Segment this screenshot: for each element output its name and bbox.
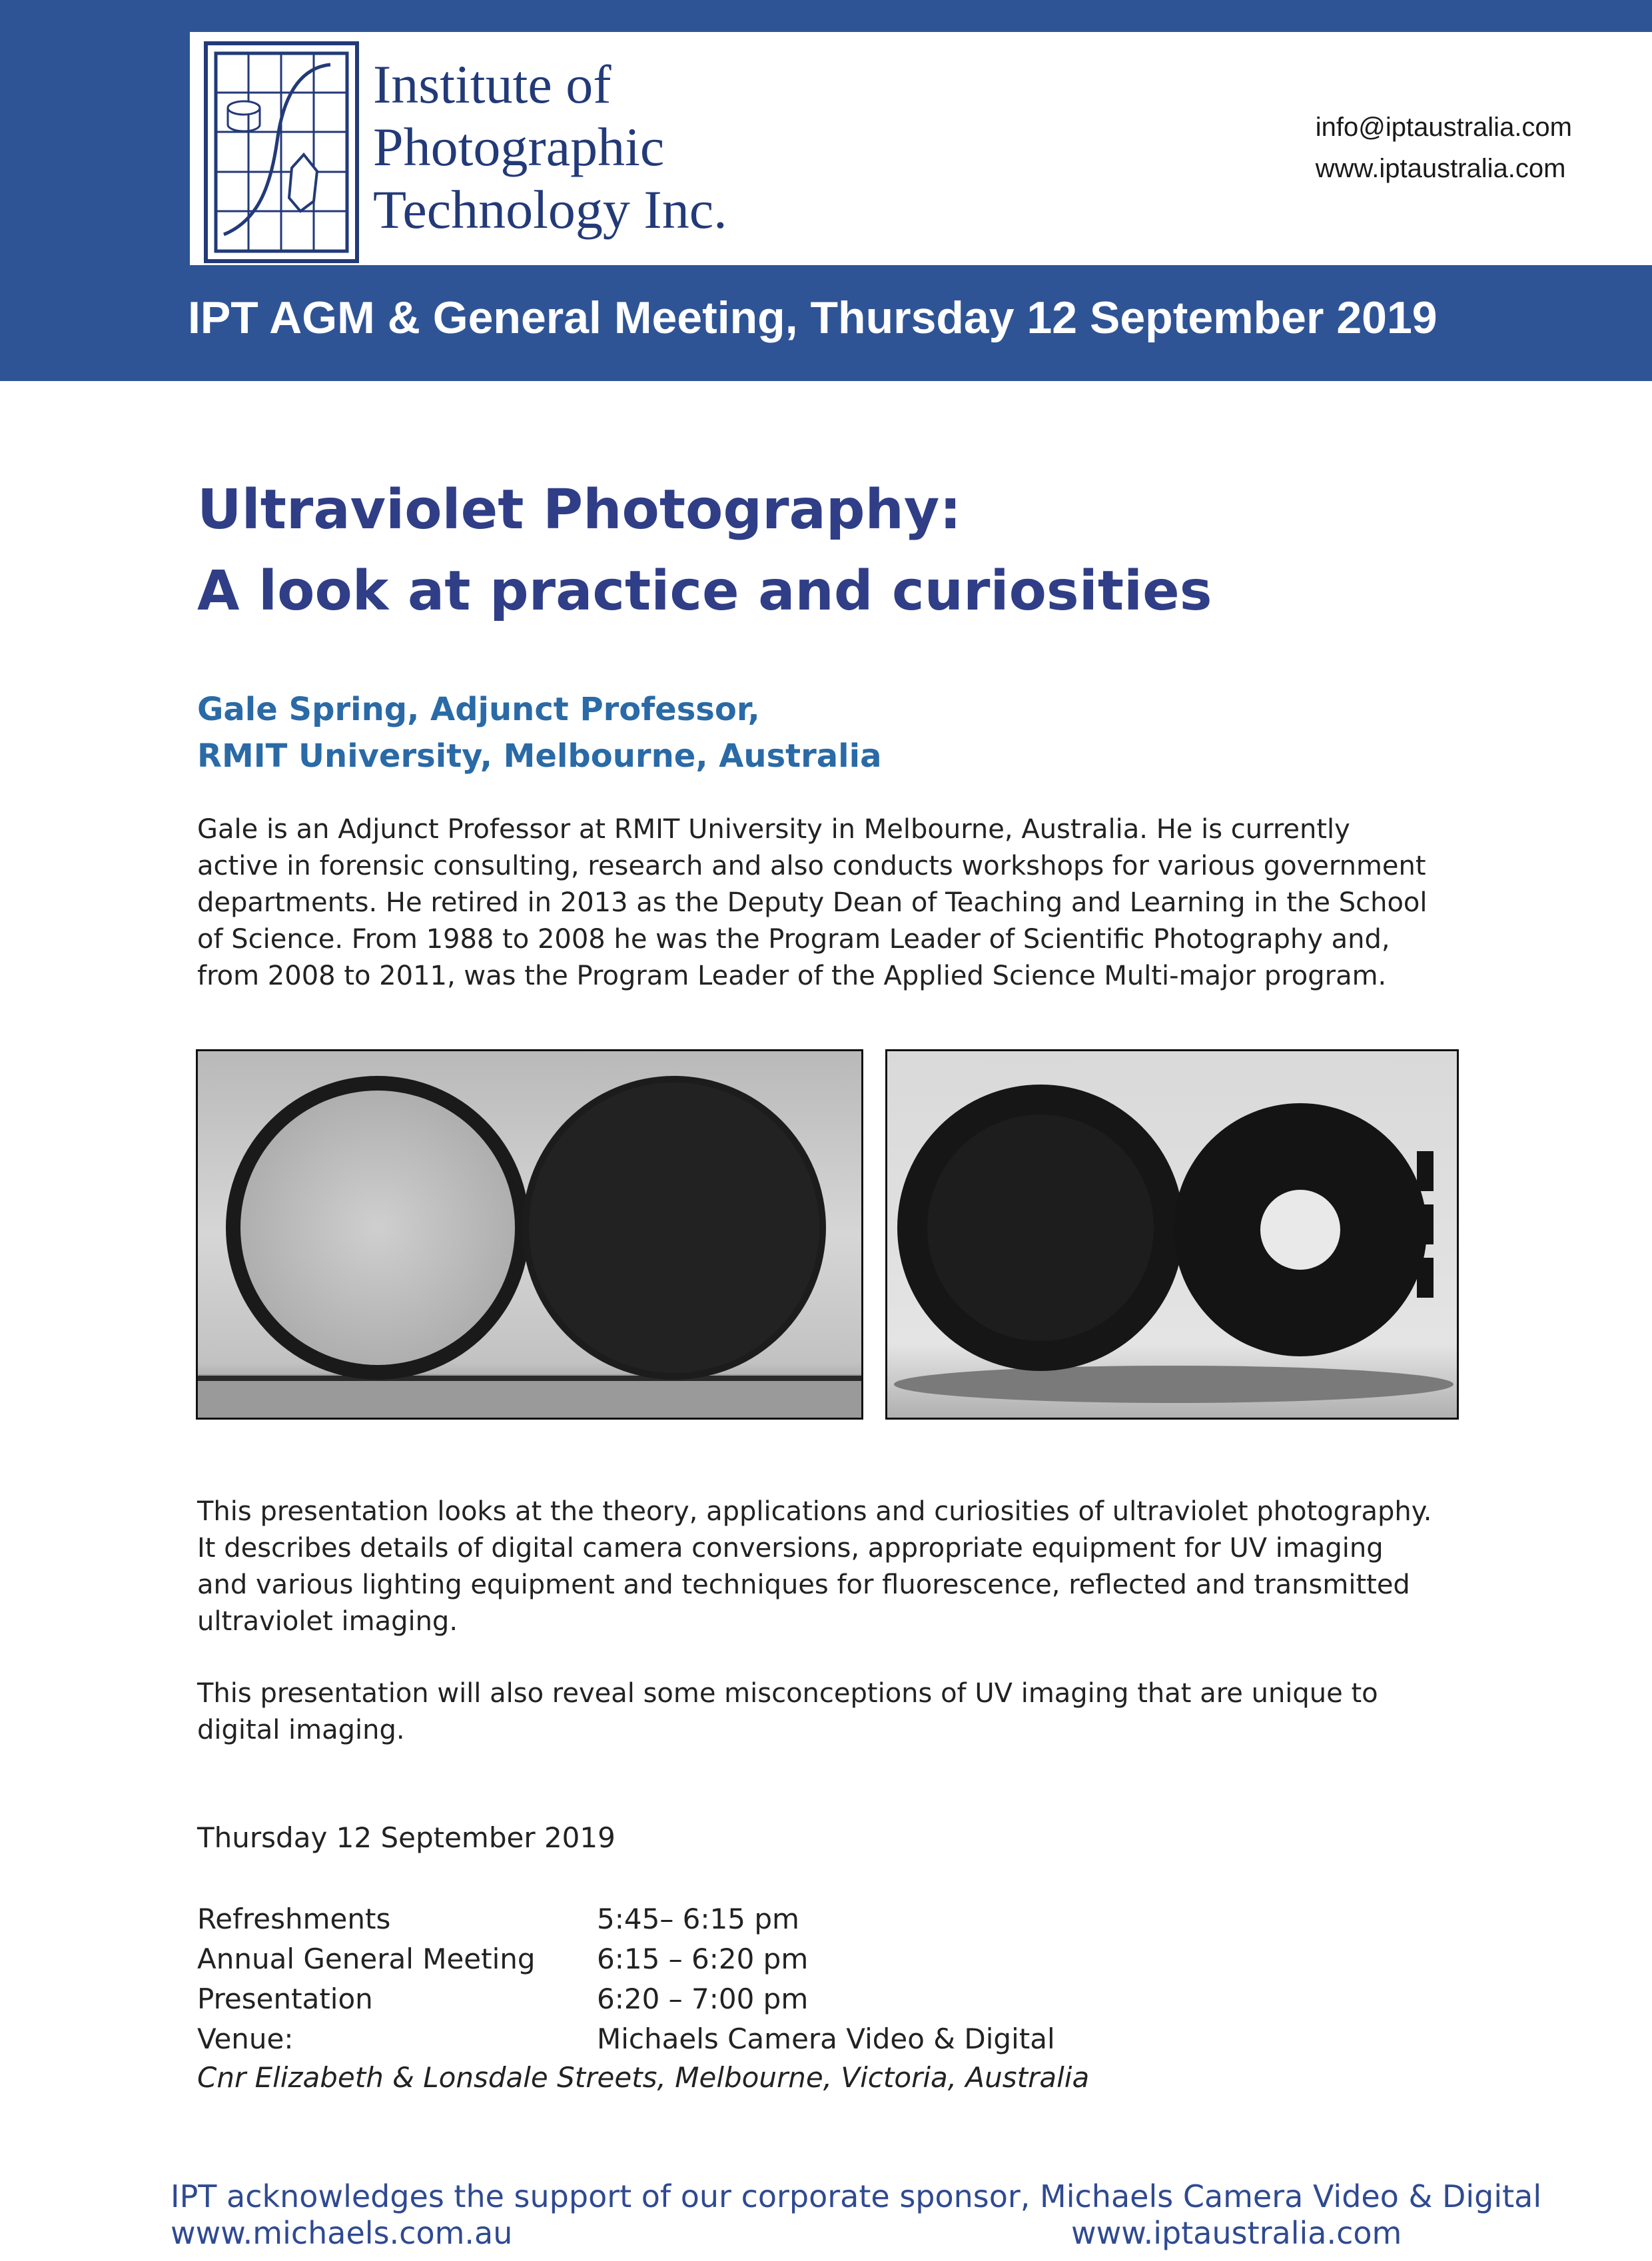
ipt-logo-icon: [204, 41, 359, 263]
bio-line: active in forensic consulting, research and also conducts workshops for various government: [197, 851, 1426, 881]
note-line: digital imaging.: [197, 1715, 405, 1745]
photo-lens-and-cap: [885, 1049, 1459, 1420]
title-line-1: Ultraviolet Photography:: [197, 478, 962, 542]
schedule-label-venue: Venue:: [197, 2023, 294, 2055]
presentation-note: [197, 1675, 1489, 1749]
description-line: ultraviolet imaging.: [197, 1606, 458, 1637]
bio-line: departments. He retired in 2013 as the Deputy Dean of Teaching and Learning in the School: [197, 887, 1428, 918]
photo-uv-filters: [196, 1049, 863, 1420]
speaker-info: [197, 686, 881, 779]
org-name-line-2: Photographic: [373, 117, 665, 177]
ipt-website-link[interactable]: www.iptaustralia.com: [1071, 2215, 1402, 2251]
description-line: This presentation looks at the theory, applications and curiosities of ultraviolet photography.: [197, 1496, 1432, 1527]
schedule-label-presentation: Presentation: [197, 1983, 373, 2015]
description-line: and various lighting equipment and techniques for fluorescence, reflected and transmitted: [197, 1570, 1410, 1600]
bio-line: from 2008 to 2011, was the Program Leader of the Applied Science Multi-major program.: [197, 961, 1387, 991]
presentation-description: [197, 1494, 1489, 1640]
organization-name: [373, 53, 727, 241]
description-line: It describes details of digital camera conversions, appropriate equipment for UV imaging: [197, 1533, 1384, 1564]
contact-block: [1316, 107, 1572, 189]
org-name-line-3: Technology Inc.: [373, 179, 727, 240]
schedule-time-agm: 6:15 – 6:20 pm: [597, 1943, 809, 1975]
website-link[interactable]: www.iptaustralia.com: [1315, 154, 1566, 183]
meeting-heading: IPT AGM & General Meeting, Thursday 12 September 2019: [188, 292, 1438, 343]
bio-line: of Science. From 1988 to 2008 he was the Program Leader of Scientific Photography and,: [197, 924, 1390, 955]
sponsor-acknowledgement: IPT acknowledges the support of our corporate sponsor, Michaels Camera Video & Digital: [171, 2178, 1542, 2214]
speaker-bio: [197, 811, 1489, 995]
bio-line: Gale is an Adjunct Professor at RMIT University in Melbourne, Australia. He is currently: [197, 814, 1350, 845]
email-link[interactable]: info@iptaustralia.com: [1315, 113, 1572, 142]
note-line: This presentation will also reveal some misconceptions of UV imaging that are unique to: [197, 1678, 1378, 1709]
sponsor-website-link[interactable]: www.michaels.com.au: [171, 2215, 513, 2251]
speaker-line-2: RMIT University, Melbourne, Australia: [197, 737, 882, 775]
event-date: Thursday 12 September 2019: [197, 1821, 616, 1854]
venue-address: Cnr Elizabeth & Lonsdale Streets, Melbourne, Victoria, Australia: [197, 2061, 1090, 2094]
schedule-time-presentation: 6:20 – 7:00 pm: [597, 1983, 809, 2015]
title-line-2: A look at practice and curiosities: [197, 560, 1212, 623]
schedule-label-agm: Annual General Meeting: [197, 1943, 536, 1975]
presentation-title: [197, 470, 1212, 632]
org-name-line-1: Institute of: [373, 54, 612, 115]
schedule-venue-name: Michaels Camera Video & Digital: [597, 2023, 1055, 2055]
schedule-label-refreshments: Refreshments: [197, 1903, 391, 1935]
speaker-line-1: Gale Spring, Adjunct Professor,: [197, 691, 760, 728]
schedule-time-refreshments: 5:45– 6:15 pm: [597, 1903, 799, 1935]
